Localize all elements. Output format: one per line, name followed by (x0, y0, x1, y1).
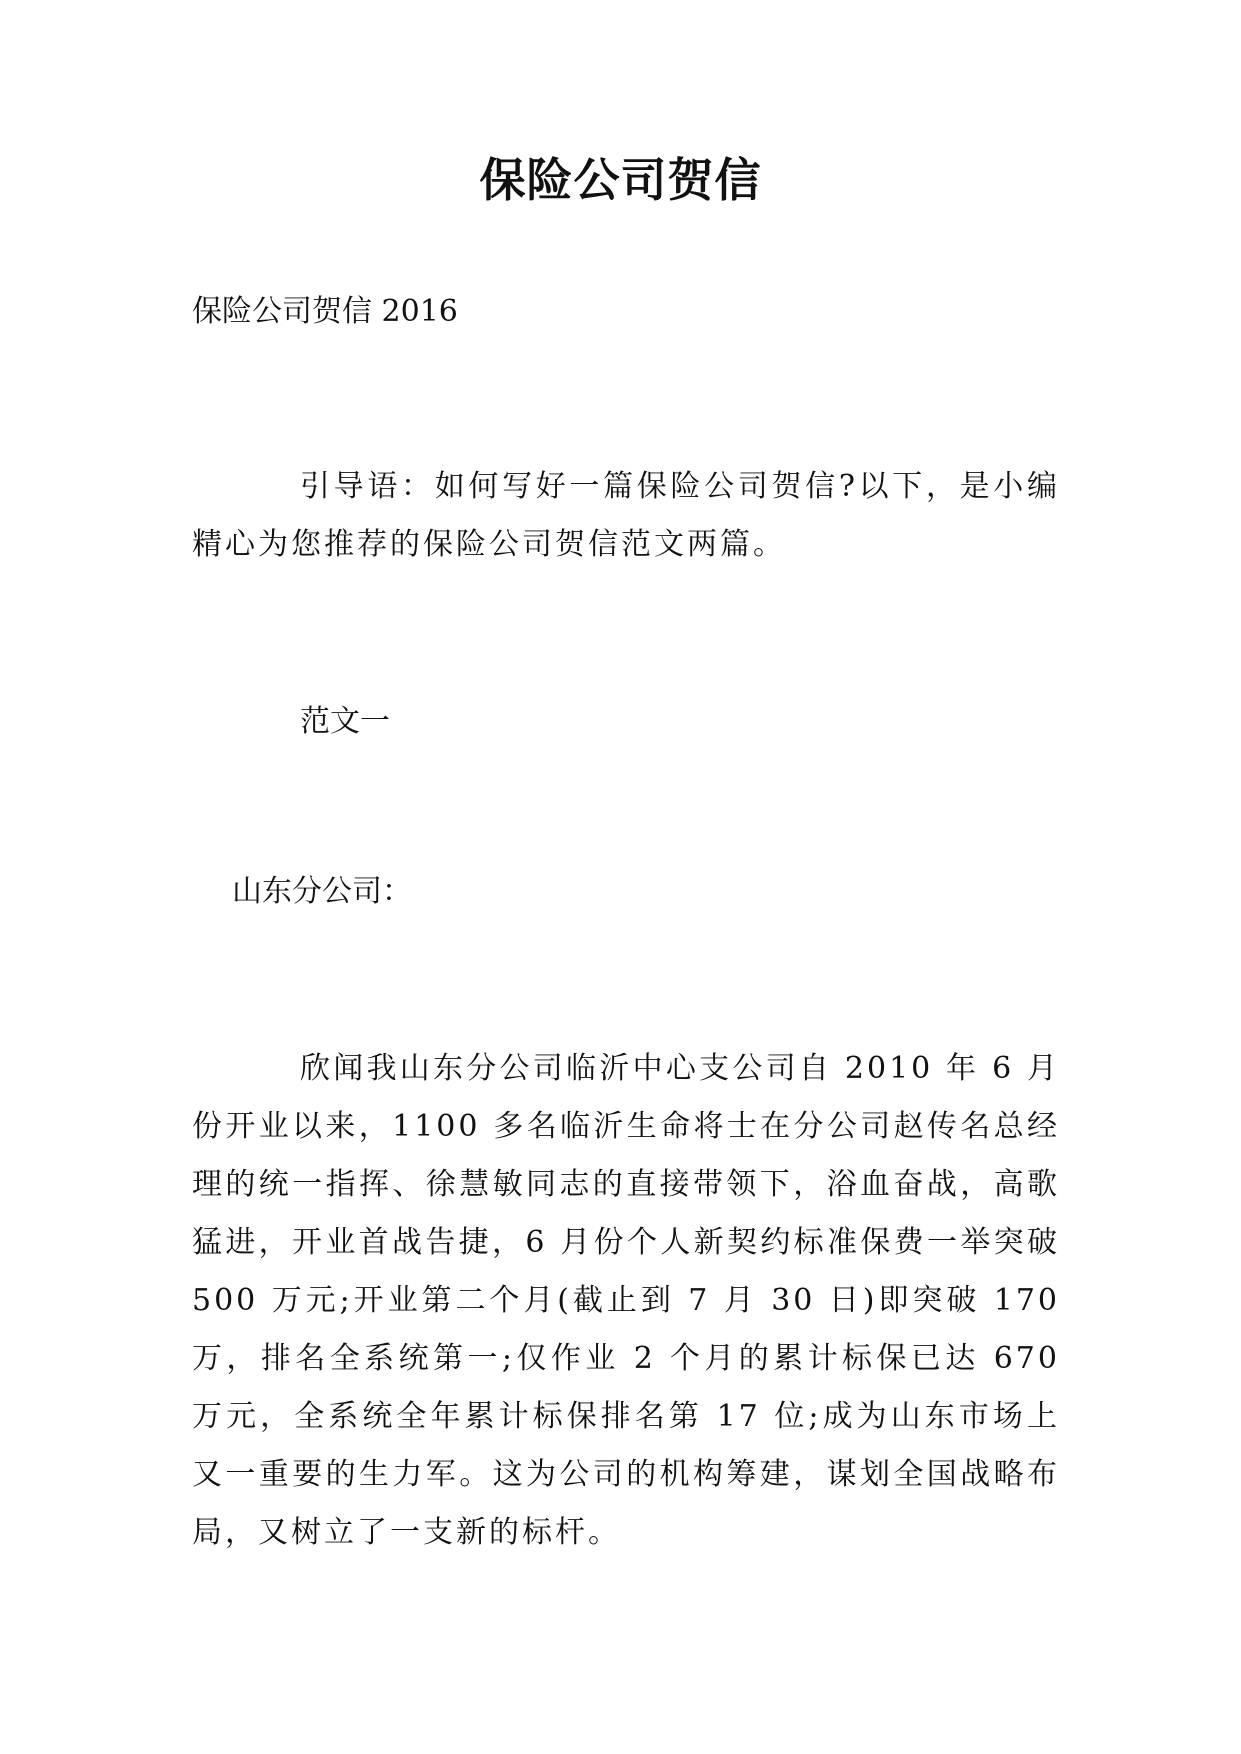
document-title: 保险公司贺信 (479, 153, 762, 207)
body-paragraph: 欣闻我山东分公司临沂中心支公司自 2010 年 6 月份开业以来，1100 多名临沂生命将士在分公司赵传名总经理的统一指挥、徐慧敏同志的直接带领下，浴血奋战，高歌猛进，开业首战告捷，6 月份个人新契约标准保费一举突破 500 万元;开业第二个月(截止到 7 月 30 日)即突破 170 万，排名全系统第一;仅作业 2 个月的累计标保已达 670 万元，全系统全年累计标保排名第 17 位;成为山东市场上又一重要的生力军。这为公司的机构筹建，谋划全国战略布局，又树立了一支新的标杆。 (192, 1051, 1060, 1550)
salutation: 山东分公司： (232, 874, 412, 909)
document-subtitle: 保险公司贺信 2016 (192, 294, 458, 329)
section-heading: 范文一 (300, 704, 390, 739)
intro-paragraph: 引导语：如何写好一篇保险公司贺信?以下，是小编精心为您推荐的保险公司贺信范文两篇。 (192, 469, 1060, 562)
